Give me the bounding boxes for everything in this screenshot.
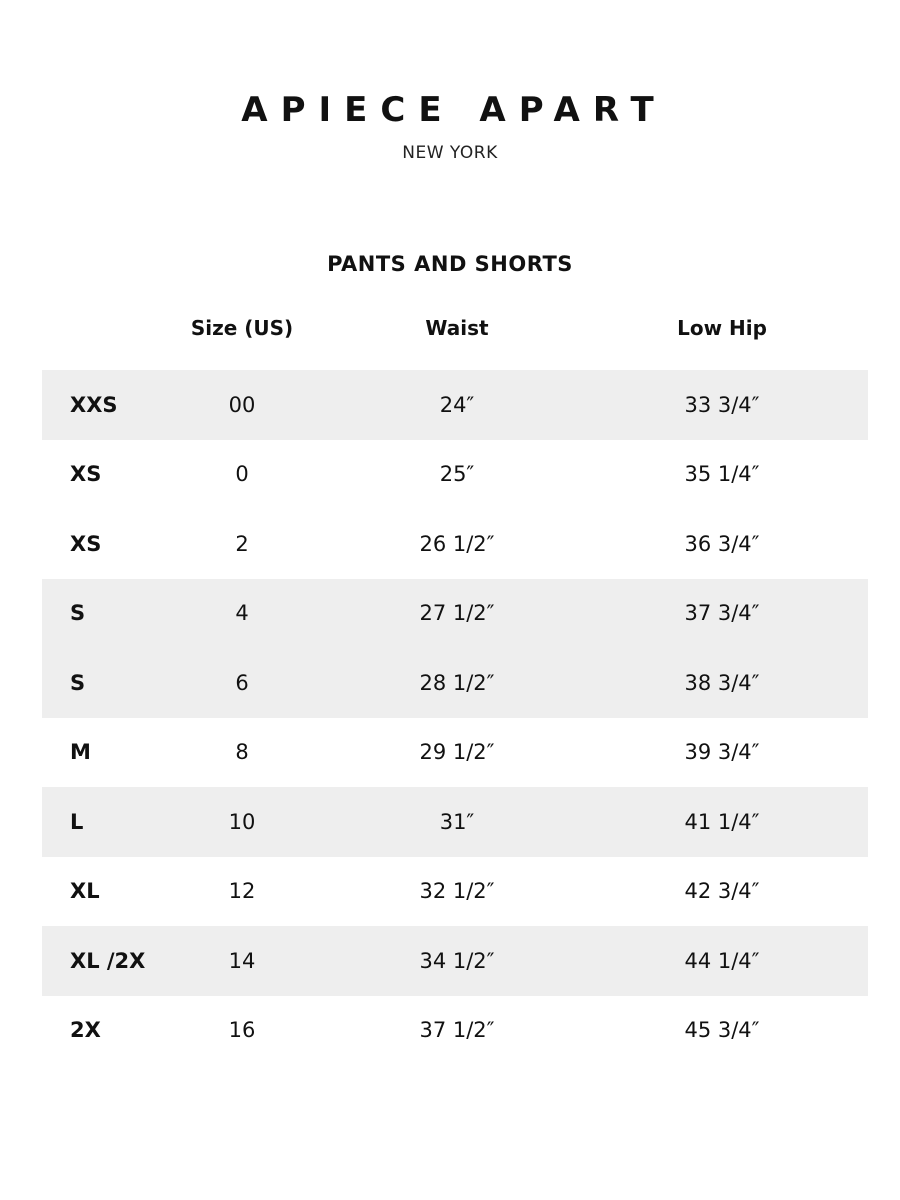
table-row [42,648,868,718]
row-us-size: 10 [228,809,256,834]
row-waist: 24″ [439,392,475,417]
row-low-hip: 42 3/4″ [684,879,760,904]
row-size-label: M [70,740,91,765]
table-row [42,440,868,510]
table-row [42,857,868,927]
row-low-hip: 37 3/4″ [684,601,760,626]
size-table [42,370,868,1065]
row-waist: 29 1/2″ [419,740,495,765]
row-size-label: L [70,809,84,834]
row-waist: 28 1/2″ [419,670,495,695]
row-waist: 27 1/2″ [419,601,495,626]
row-us-size: 0 [235,462,249,487]
row-us-size: 12 [228,879,256,904]
row-us-size: 00 [228,392,256,417]
table-row [42,996,868,1066]
row-low-hip: 44 1/4″ [684,948,760,973]
row-low-hip: 36 3/4″ [684,531,760,556]
table-row [42,509,868,579]
row-waist: 31″ [439,809,475,834]
header-low-hip: Low Hip [677,316,767,340]
header-size: Size (US) [190,316,294,340]
row-size-label: XS [70,531,102,556]
row-low-hip: 45 3/4″ [684,1018,760,1043]
row-us-size: 2 [235,531,249,556]
row-size-label: XL /2X [70,948,146,973]
table-row [42,718,868,788]
row-waist: 26 1/2″ [419,531,495,556]
row-size-label: XL [70,879,100,904]
row-size-label: S [70,670,86,695]
header-waist: Waist [425,316,489,340]
table-row [42,579,868,649]
row-us-size: 8 [235,740,249,765]
row-us-size: 4 [235,601,249,626]
row-size-label: XXS [70,392,118,417]
brand-location: NEW YORK [402,143,498,163]
row-low-hip: 38 3/4″ [684,670,760,695]
row-waist: 37 1/2″ [419,1018,495,1043]
row-us-size: 16 [228,1018,256,1043]
row-size-label: S [70,601,86,626]
row-waist: 32 1/2″ [419,879,495,904]
size-chart-title: PANTS AND SHORTS [327,252,573,276]
brand-logo: APIECE APART [241,90,667,130]
row-low-hip: 33 3/4″ [684,392,760,417]
row-low-hip: 41 1/4″ [684,809,760,834]
row-us-size: 6 [235,670,249,695]
row-low-hip: 39 3/4″ [684,740,760,765]
row-waist: 34 1/2″ [419,948,495,973]
table-header [42,312,868,344]
row-size-label: XS [70,462,102,487]
table-row [42,926,868,996]
row-low-hip: 35 1/4″ [684,462,760,487]
row-size-label: 2X [70,1018,101,1043]
row-waist: 25″ [439,462,475,487]
table-row [42,370,868,440]
row-us-size: 14 [228,948,256,973]
table-row [42,787,868,857]
